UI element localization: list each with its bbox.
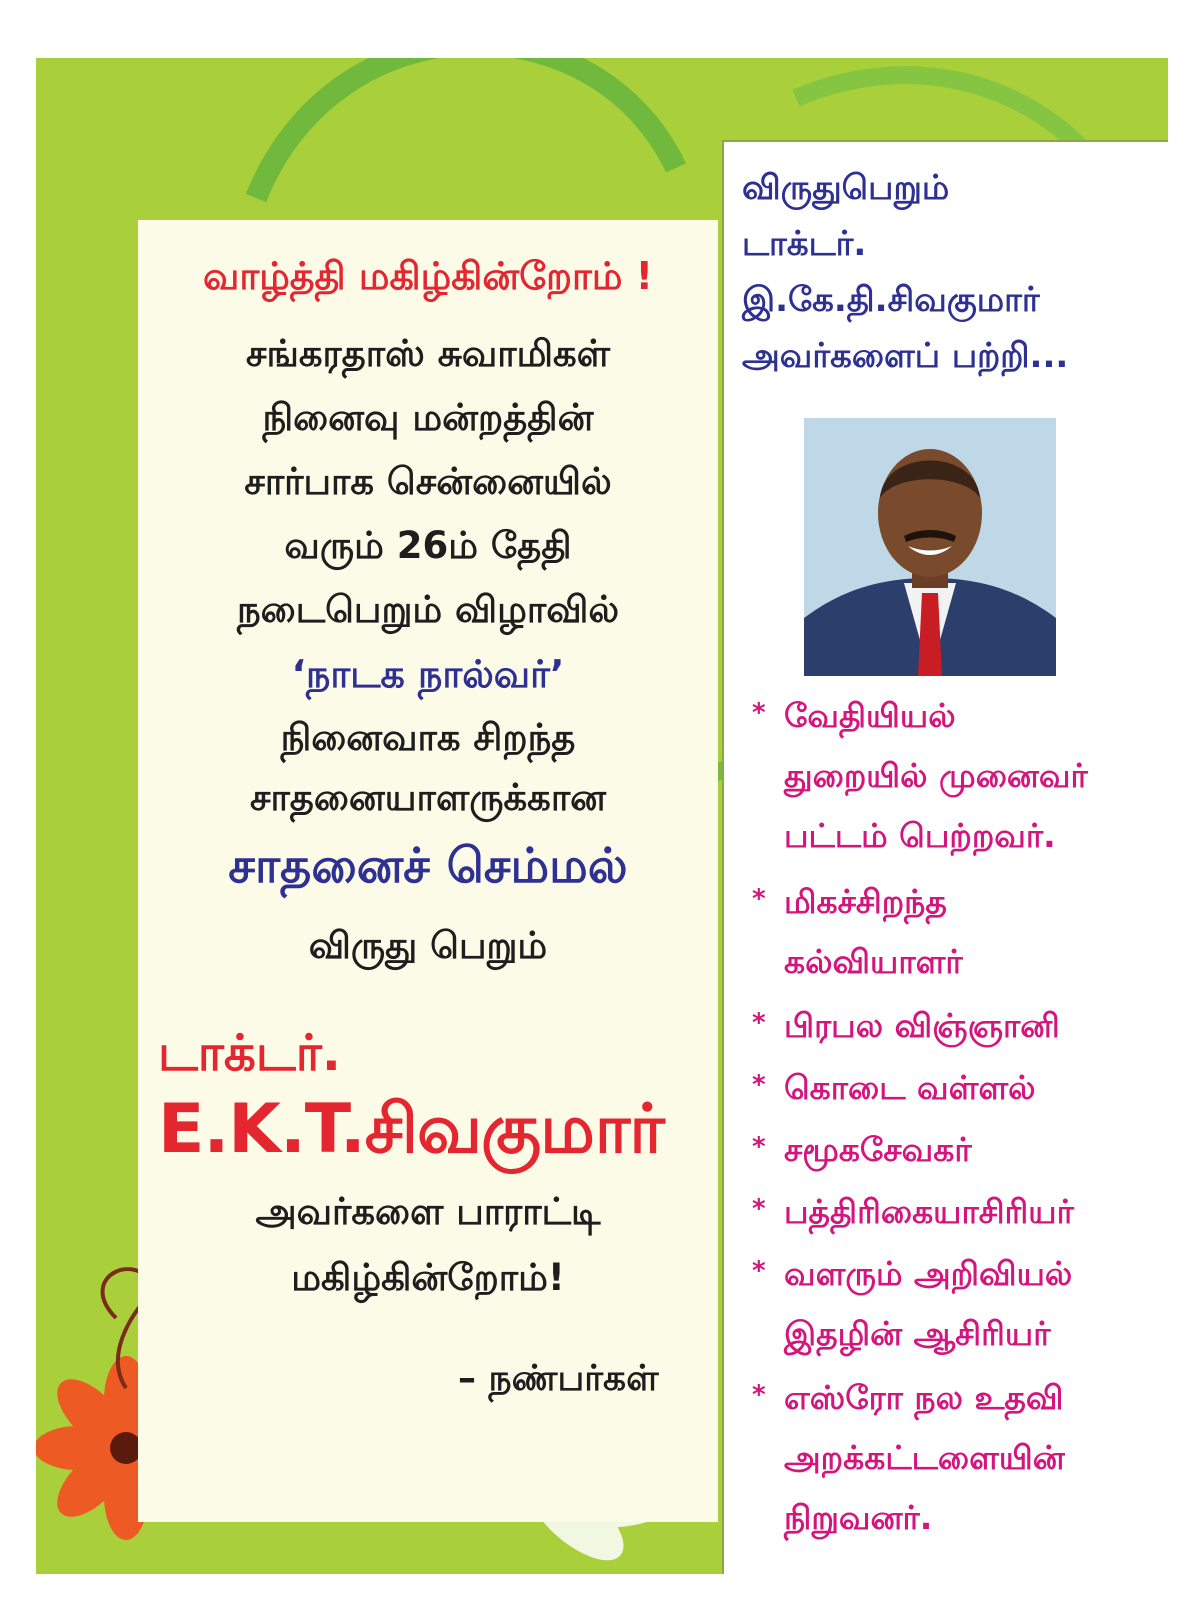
message-line: நினைவாக சிறந்த — [280, 716, 576, 759]
qualification-text: பத்திரிகையாசிரியர் — [784, 1192, 1074, 1231]
greeting-heading: வாழ்த்தி மகிழ்கின்றோம் ! — [202, 254, 654, 298]
bullet-star: * — [752, 1256, 766, 1286]
left-message-panel — [138, 220, 718, 1522]
qualification-text: துறையில் முனைவர் — [784, 756, 1088, 795]
profile-heading-line: விருதுபெறும் — [742, 168, 950, 208]
message-line: நடைபெறும் விழாவில் — [236, 588, 620, 631]
closing-line: அவர்களை பாராட்டி — [255, 1190, 601, 1233]
qualification-text: நிறுவனர். — [784, 1498, 933, 1537]
qualification-text: அறக்கட்டளையின் — [784, 1438, 1065, 1477]
award-name: சாதனைச் செம்மல் — [228, 838, 628, 894]
qualification-text: வேதியியல் — [784, 696, 956, 735]
qualification-text: எஸ்ரோ நல உதவி — [784, 1378, 1064, 1417]
bullet-star: * — [752, 1380, 766, 1410]
qualification-text: சமூகசேவகர் — [784, 1130, 972, 1169]
message-line: சங்கரதாஸ் சுவாமிகள் — [245, 332, 611, 375]
quoted-title: ‘நாடக நால்வர்’ — [291, 652, 565, 696]
poster-background — [36, 58, 1168, 1574]
bullet-star: * — [752, 698, 766, 728]
qualification-text: இதழின் ஆசிரியர் — [784, 1314, 1051, 1353]
right-profile-panel — [722, 140, 1168, 1574]
bullet-star: * — [752, 1194, 766, 1224]
signature: – நண்பர்கள் — [458, 1358, 659, 1399]
bullet-star: * — [752, 1070, 766, 1100]
bullet-star: * — [752, 884, 766, 914]
profile-heading-line: இ.கே.தி.சிவகுமார் — [742, 280, 1040, 320]
bullet-star: * — [752, 1132, 766, 1162]
honoree-name: E.K.T.சிவகுமார் — [158, 1090, 664, 1169]
profile-heading-line: டாக்டர். — [742, 224, 867, 264]
profile-heading-line: அவர்களைப் பற்றி... — [742, 336, 1069, 376]
message-line: நினைவு மன்றத்தின் — [262, 396, 594, 439]
qualification-text: கொடை வள்ளல் — [784, 1068, 1036, 1107]
qualification-text: கல்வியாளர் — [784, 942, 963, 981]
qualification-text: வளரும் அறிவியல் — [784, 1254, 1073, 1293]
qualification-text: பட்டம் பெற்றவர். — [784, 816, 1056, 855]
qualification-text: பிரபல விஞ்ஞானி — [784, 1006, 1060, 1045]
message-line: சார்பாக சென்னையில் — [244, 460, 612, 503]
message-line: வரும் 26ம் தேதி — [284, 524, 572, 567]
honoree-photo — [804, 418, 1056, 676]
bullet-star: * — [752, 1008, 766, 1038]
award-suffix: விருது பெறும் — [308, 924, 548, 967]
message-line: சாதனையாளருக்கான — [249, 776, 607, 819]
qualification-text: மிகச்சிறந்த — [784, 882, 947, 921]
doctor-title: டாக்டர். — [158, 1024, 341, 1082]
closing-line: மகிழ்கின்றோம்! — [291, 1256, 565, 1299]
